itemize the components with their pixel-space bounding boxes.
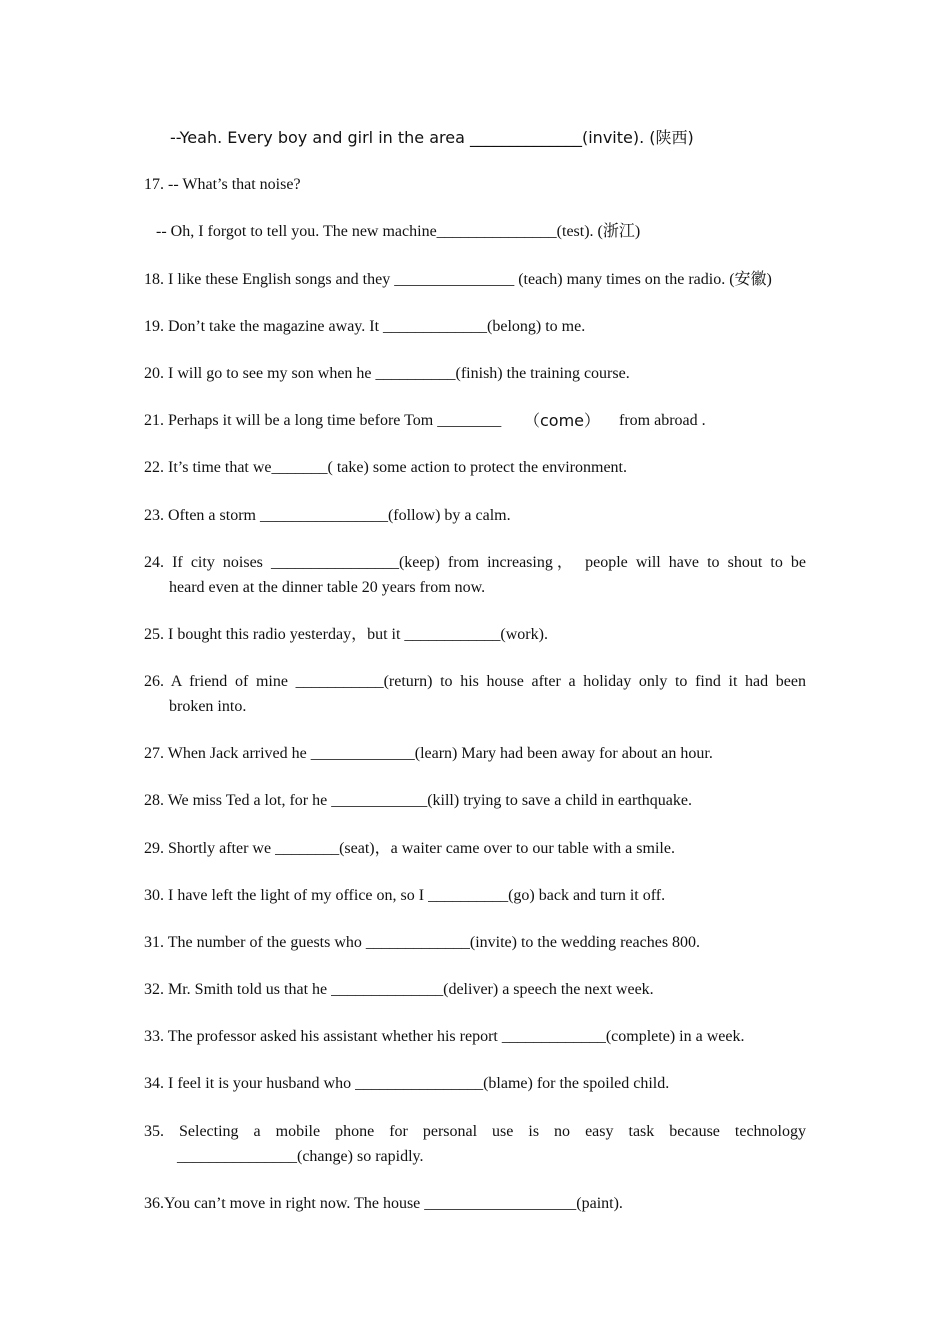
question-21-part1: 21. Perhaps it will be a long time before Tom ________ bbox=[144, 412, 502, 429]
question-28: 28. We miss Ted a lot, for he ____________(kill) trying to save a child in earthquake. bbox=[144, 792, 692, 809]
question-26-line1: 26. A friend of mine ___________(return) to his house after a holiday only to find it had been bbox=[144, 673, 806, 690]
question-18: 18. I like these English songs and they _______________ (teach) many times on the radio. (安徽) bbox=[144, 271, 772, 288]
question-24-line1: 24. If city noises ________________(keep) from increasing， people will have to shout to be bbox=[144, 554, 806, 571]
question-26-line2: broken into. bbox=[169, 697, 247, 715]
question-32: 32. Mr. Smith told us that he ______________(deliver) a speech the next week. bbox=[144, 981, 654, 998]
question-17-answer: -- Oh, I forgot to tell you. The new machine_______________(test). (浙江) bbox=[156, 223, 641, 240]
question-35-line2: _______________(change) so rapidly. bbox=[177, 1147, 424, 1165]
question-16-answer: --Yeah. Every boy and girl in the area ______________(invite). (陕西) bbox=[170, 128, 694, 147]
question-33: 33. The professor asked his assistant whether his report _____________(complete) in a week. bbox=[144, 1028, 745, 1045]
question-24 bbox=[144, 551, 806, 600]
question-20: 20. I will go to see my son when he __________(finish) the training course. bbox=[144, 365, 630, 382]
question-25: 25. I bought this radio yesterday，but it ____________(work). bbox=[144, 626, 548, 643]
question-22: 22. It’s time that we_______( take) some action to protect the environment. bbox=[144, 459, 627, 476]
question-24-line2: heard even at the dinner table 20 years from now. bbox=[169, 578, 486, 596]
question-34: 34. I feel it is your husband who ________________(blame) for the spoiled child. bbox=[144, 1075, 670, 1092]
question-35 bbox=[144, 1120, 806, 1169]
question-21-part2: from abroad . bbox=[619, 412, 706, 429]
question-26 bbox=[144, 670, 806, 719]
question-31: 31. The number of the guests who _____________(invite) to the wedding reaches 800. bbox=[144, 934, 701, 951]
question-30: 30. I have left the light of my office on, so I __________(go) back and turn it off. bbox=[144, 887, 666, 904]
question-36: 36.You can’t move in right now. The house ___________________(paint). bbox=[144, 1195, 623, 1212]
question-21-verb: （come） bbox=[524, 411, 601, 430]
question-35-line1: 35. Selecting a mobile phone for personal use is no easy task because technology bbox=[144, 1123, 806, 1140]
question-19: 19. Don’t take the magazine away. It _____________(belong) to me. bbox=[144, 318, 586, 335]
question-27: 27. When Jack arrived he _____________(learn) Mary had been away for about an hour. bbox=[144, 745, 713, 762]
question-29: 29. Shortly after we ________(seat)，a waiter came over to our table with a smile. bbox=[144, 840, 675, 857]
question-17-prompt: 17. -- What’s that noise? bbox=[144, 176, 301, 193]
question-23: 23. Often a storm ________________(follow) by a calm. bbox=[144, 507, 511, 524]
